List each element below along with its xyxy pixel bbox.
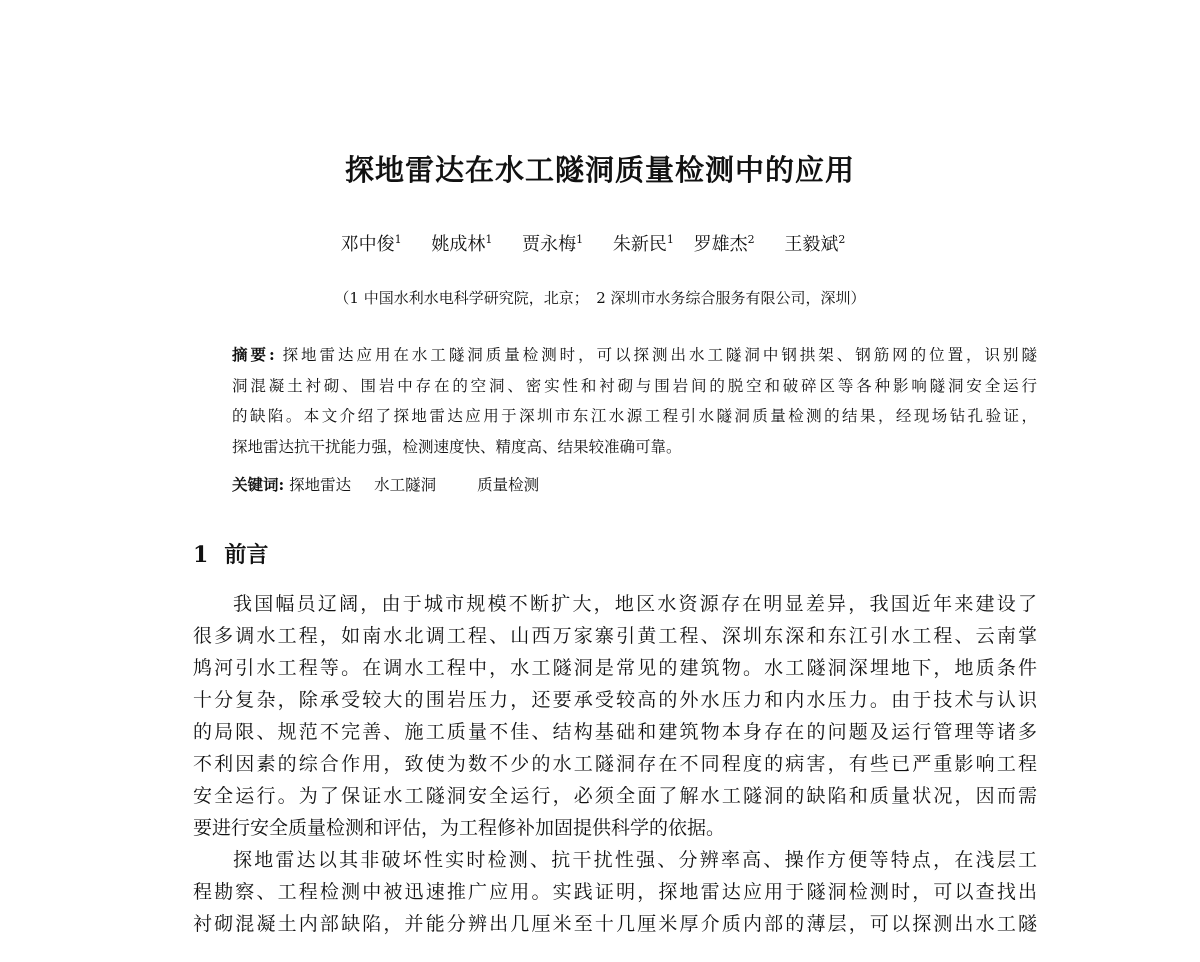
author-name: 罗雄杰 [693,234,748,255]
keyword: 探地雷达 [289,476,352,494]
body-line: 的局限、规范不完善、施工质量不佳、结构基础和建筑物本身存在的问题及运行管理等诸多 [193,721,1037,743]
author-name: 姚成林 [431,234,486,255]
body-line: 程勘察、工程检测中被迅速推广应用。实践证明，探地雷达应用于隧洞检测时，可以查找出 [193,881,1037,903]
keywords [232,470,1037,501]
section-number: 1 [193,542,209,568]
author-affiliation-mark: 1 [394,233,402,246]
keywords-label: 关键词: [232,475,285,494]
abstract-line: 探地雷达抗干扰能力强，检测速度快、精度高、结果较准确可靠。 [232,437,682,456]
abstract-text: 探地雷达应用在水工隧洞质量检测时，可以探测出水工隧洞中钢拱架、钢筋网的位置，识别隧 [282,346,1037,364]
abstract-line: 的缺陷。本文介绍了探地雷达应用于深圳市东江水源工程引水隧洞质量检测的结果，经现场钻孔验证， [232,407,1037,425]
abstract-line: 洞混凝土衬砌、围岩中存在的空洞、密实性和衬砌与围岩间的脱空和破碎区等各种影响隧洞安全运行 [232,376,1037,395]
author-affiliation-mark: 2 [747,233,755,246]
author-name: 贾永梅 [522,234,577,255]
paper-title: 探地雷达在水工隧洞质量检测中的应用 [344,153,855,187]
affiliations: （1 中国水利水电科学研究院，北京； 2 深圳市水务综合服务有限公司，深圳） [334,289,866,307]
body-line: 不利因素的综合作用，致使为数不少的水工隧洞存在不同程度的病害，有些已严重影响工程 [193,753,1037,775]
body-line: 探地雷达以其非破坏性实时检测、抗干扰性强、分辨率高、操作方便等特点，在浅层工 [233,849,1037,871]
body-line: 安全运行。为了保证水工隧洞安全运行，必须全面了解水工隧洞的缺陷和质量状况，因而需 [193,785,1037,807]
author-name: 王毅斌 [784,234,839,255]
author-affiliation-mark: 1 [485,233,493,246]
abstract-line [232,340,1037,371]
author-affiliation-mark: 1 [666,233,674,246]
section-heading [193,538,268,569]
section-title: 前言 [224,542,269,568]
keyword: 质量检测 [477,476,540,494]
abstract [232,340,1037,501]
body-text [193,588,1037,940]
author-name: 邓中俊 [340,234,395,255]
keyword: 水工隧洞 [374,476,437,494]
author-affiliation-mark: 1 [576,233,584,246]
author-affiliation-mark: 2 [838,233,846,246]
body-line: 很多调水工程，如南水北调工程、山西万家寨引黄工程、深圳东深和东江引水工程、云南掌 [193,625,1037,647]
author-list [0,230,1200,256]
body-line: 鸠河引水工程等。在调水工程中，水工隧洞是常见的建筑物。水工隧洞深埋地下，地质条件 [193,657,1037,679]
body-line: 我国幅员辽阔，由于城市规模不断扩大，地区水资源存在明显差异，我国近年来建设了 [233,593,1037,615]
body-line: 衬砌混凝土内部缺陷，并能分辨出几厘米至十几厘米厚介质内部的薄层，可以探测出水工隧 [193,913,1037,935]
abstract-label: 摘要: [232,345,275,364]
author-name: 朱新民 [612,234,667,255]
body-line: 十分复杂，除承受较大的围岩压力，还要承受较高的外水压力和内水压力。由于技术与认识 [193,689,1037,711]
body-line: 要进行安全质量检测和评估，为工程修补加固提供科学的依据。 [193,817,726,839]
